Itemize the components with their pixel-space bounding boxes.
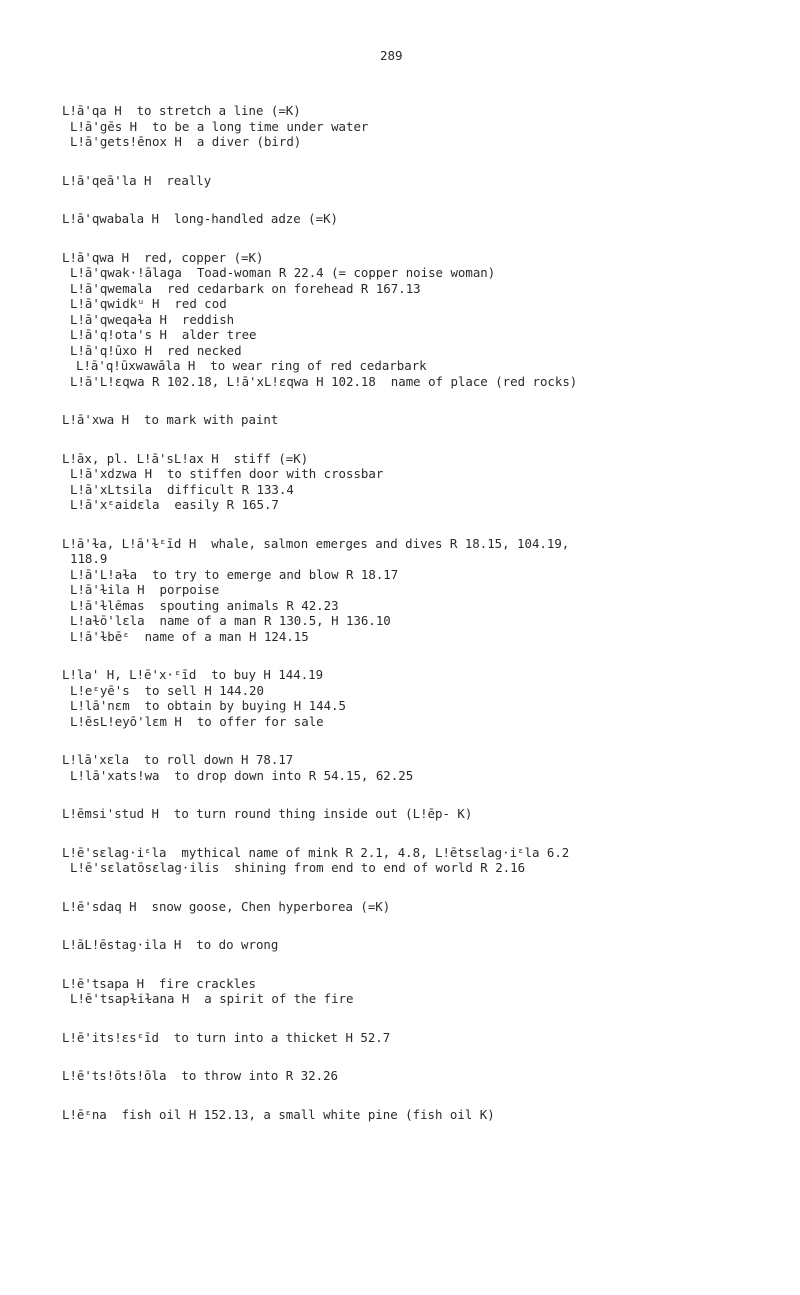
entry-headword-line: L!āL!ēstag·ila H to do wrong bbox=[62, 937, 279, 952]
group-spacer bbox=[62, 1045, 792, 1068]
entry-group bbox=[62, 1030, 792, 1046]
entry-subline: L!ē'tsapɫiɫana H a spirit of the fire bbox=[70, 991, 354, 1006]
entry-subline: L!ā'L!aɫa to try to emerge and blow R 18.17 bbox=[70, 566, 399, 582]
group-spacer bbox=[62, 428, 792, 451]
entry-headword-line: L!ē'sdaq H snow goose, Chen hyperborea (=K) bbox=[62, 898, 391, 914]
group-spacer bbox=[62, 227, 792, 250]
page-number: 289 bbox=[380, 48, 403, 63]
entry-subline: L!ē'sɛlatōsɛlag·ilis shining from end to end of world R 2.16 bbox=[70, 860, 526, 875]
entry-subline: L!ēsL!eyō'lɛm H to offer for sale bbox=[70, 713, 324, 729]
entry-group bbox=[62, 845, 792, 876]
entry-headword-line: L!la' H, L!ē'x·ᵋīd to buy H 144.19 bbox=[62, 667, 324, 682]
group-spacer bbox=[62, 188, 792, 211]
entry-group bbox=[62, 806, 792, 822]
entry-group bbox=[62, 752, 792, 783]
group-spacer bbox=[62, 389, 792, 412]
group-spacer bbox=[62, 783, 792, 806]
entry-subline: L!ā'xᵋaidɛla easily R 165.7 bbox=[70, 497, 279, 512]
entry-headword-line: L!ē'its!ɛsᵋīd to turn into a thicket H 52.7 bbox=[62, 1029, 391, 1045]
entry-headword-line: L!ē'ts!ōts!ōla to throw into R 32.26 bbox=[62, 1068, 339, 1083]
entry-group bbox=[62, 1068, 792, 1084]
entry-subline: L!aɫō'lɛla name of a man R 130.5, H 136.10 bbox=[70, 613, 391, 628]
group-spacer bbox=[62, 914, 792, 937]
group-spacer bbox=[62, 729, 792, 752]
entry-headword-line: L!ā'qa H to stretch a line (=K) bbox=[62, 103, 301, 118]
entry-subline: L!ā'L!ɛqwa R 102.18, L!ā'xL!ɛqwa H 102.18 name of place (red rocks) bbox=[70, 373, 578, 389]
entry-subline: L!ā'gets!ēnox H a diver (bird) bbox=[70, 134, 302, 149]
entry-subline: 118.9 bbox=[70, 551, 108, 566]
entry-subline: L!ā'xdzwa H to stiffen door with crossbar bbox=[70, 466, 384, 481]
group-spacer bbox=[62, 876, 792, 899]
entry-subline: L!ā'ɫila H porpoise bbox=[70, 582, 220, 597]
entry-headword-line: L!ā'ɫa, L!ā'ɫᵋīd H whale, salmon emerges and dives R 18.15, 104.19, bbox=[62, 535, 570, 551]
entry-group bbox=[62, 250, 792, 390]
entry-subline: L!ā'qwidkᵘ H red cod bbox=[70, 296, 227, 311]
entry-group bbox=[62, 976, 792, 1007]
entry-group bbox=[62, 103, 792, 150]
entry-subline: L!ā'ɫlēmas spouting animals R 42.23 bbox=[70, 597, 339, 613]
entry-group bbox=[62, 211, 792, 227]
entry-subline: L!ā'gēs H to be a long time under water bbox=[70, 118, 369, 134]
entry-group bbox=[62, 667, 792, 729]
entry-subline: L!ā'qweqaɫa H reddish bbox=[70, 311, 235, 327]
entry-subline: L!lā'xats!wa to drop down into R 54.15, 62.25 bbox=[70, 767, 414, 783]
entry-headword-line: L!ā'qwa H red, copper (=K) bbox=[62, 249, 264, 265]
group-spacer bbox=[62, 953, 792, 976]
entry-headword-line: L!ā'qwabala H long-handled adze (=K) bbox=[62, 211, 339, 226]
entry-subline: L!ā'q!ota's H alder tree bbox=[70, 327, 257, 342]
entry-group bbox=[62, 173, 792, 189]
group-spacer bbox=[62, 644, 792, 667]
entry-group bbox=[62, 536, 792, 645]
entry-subline: L!ā'q!ūxo H red necked bbox=[70, 342, 242, 358]
entry-group bbox=[62, 1107, 792, 1123]
group-spacer bbox=[62, 1084, 792, 1107]
entry-headword-line: L!ā'qeā'la H really bbox=[62, 172, 212, 188]
entry-subline: L!ā'xLtsila difficult R 133.4 bbox=[70, 481, 294, 497]
entry-headword-line: L!ēmsi'stud H to turn round thing inside out (L!ēp- K) bbox=[62, 806, 473, 821]
entry-headword-line: L!āx, pl. L!ā'sL!ax H stiff (=K) bbox=[62, 450, 309, 466]
group-spacer bbox=[62, 822, 792, 845]
entry-headword-line: L!ā'xwa H to mark with paint bbox=[62, 412, 279, 427]
entry-headword-line: L!lā'xɛla to roll down H 78.17 bbox=[62, 752, 294, 767]
entry-subline: L!ā'ɫbēᵋ name of a man H 124.15 bbox=[70, 628, 309, 644]
entry-headword-line: L!ē'tsapa H fire crackles bbox=[62, 975, 256, 991]
entry-group bbox=[62, 412, 792, 428]
group-spacer bbox=[62, 513, 792, 536]
group-spacer bbox=[62, 150, 792, 173]
entry-subline: L!ā'qwak·!ālaga Toad-woman R 22.4 (= copper noise woman) bbox=[70, 265, 496, 280]
entry-headword-line: L!ēᵋna fish oil H 152.13, a small white pine (fish oil K) bbox=[62, 1106, 495, 1122]
entry-group bbox=[62, 937, 792, 953]
entry-headword-line: L!ē'sɛlag·iᵋla mythical name of mink R 2.1, 4.8, L!ētsɛlag·iᵋla 6.2 bbox=[62, 844, 570, 860]
entry-subline: L!lā'nɛm to obtain by buying H 144.5 bbox=[70, 698, 347, 713]
entry-group bbox=[62, 451, 792, 513]
entry-subline: L!eᵋyē's to sell H 144.20 bbox=[70, 682, 264, 698]
entry-list bbox=[62, 103, 792, 1122]
group-spacer bbox=[62, 1007, 792, 1030]
entry-subline: L!ā'q!ūxwawāla H to wear ring of red cedarbark bbox=[76, 358, 427, 373]
entry-group bbox=[62, 899, 792, 915]
entry-subline: L!ā'qwemala red cedarbark on forehead R 167.13 bbox=[70, 280, 421, 296]
